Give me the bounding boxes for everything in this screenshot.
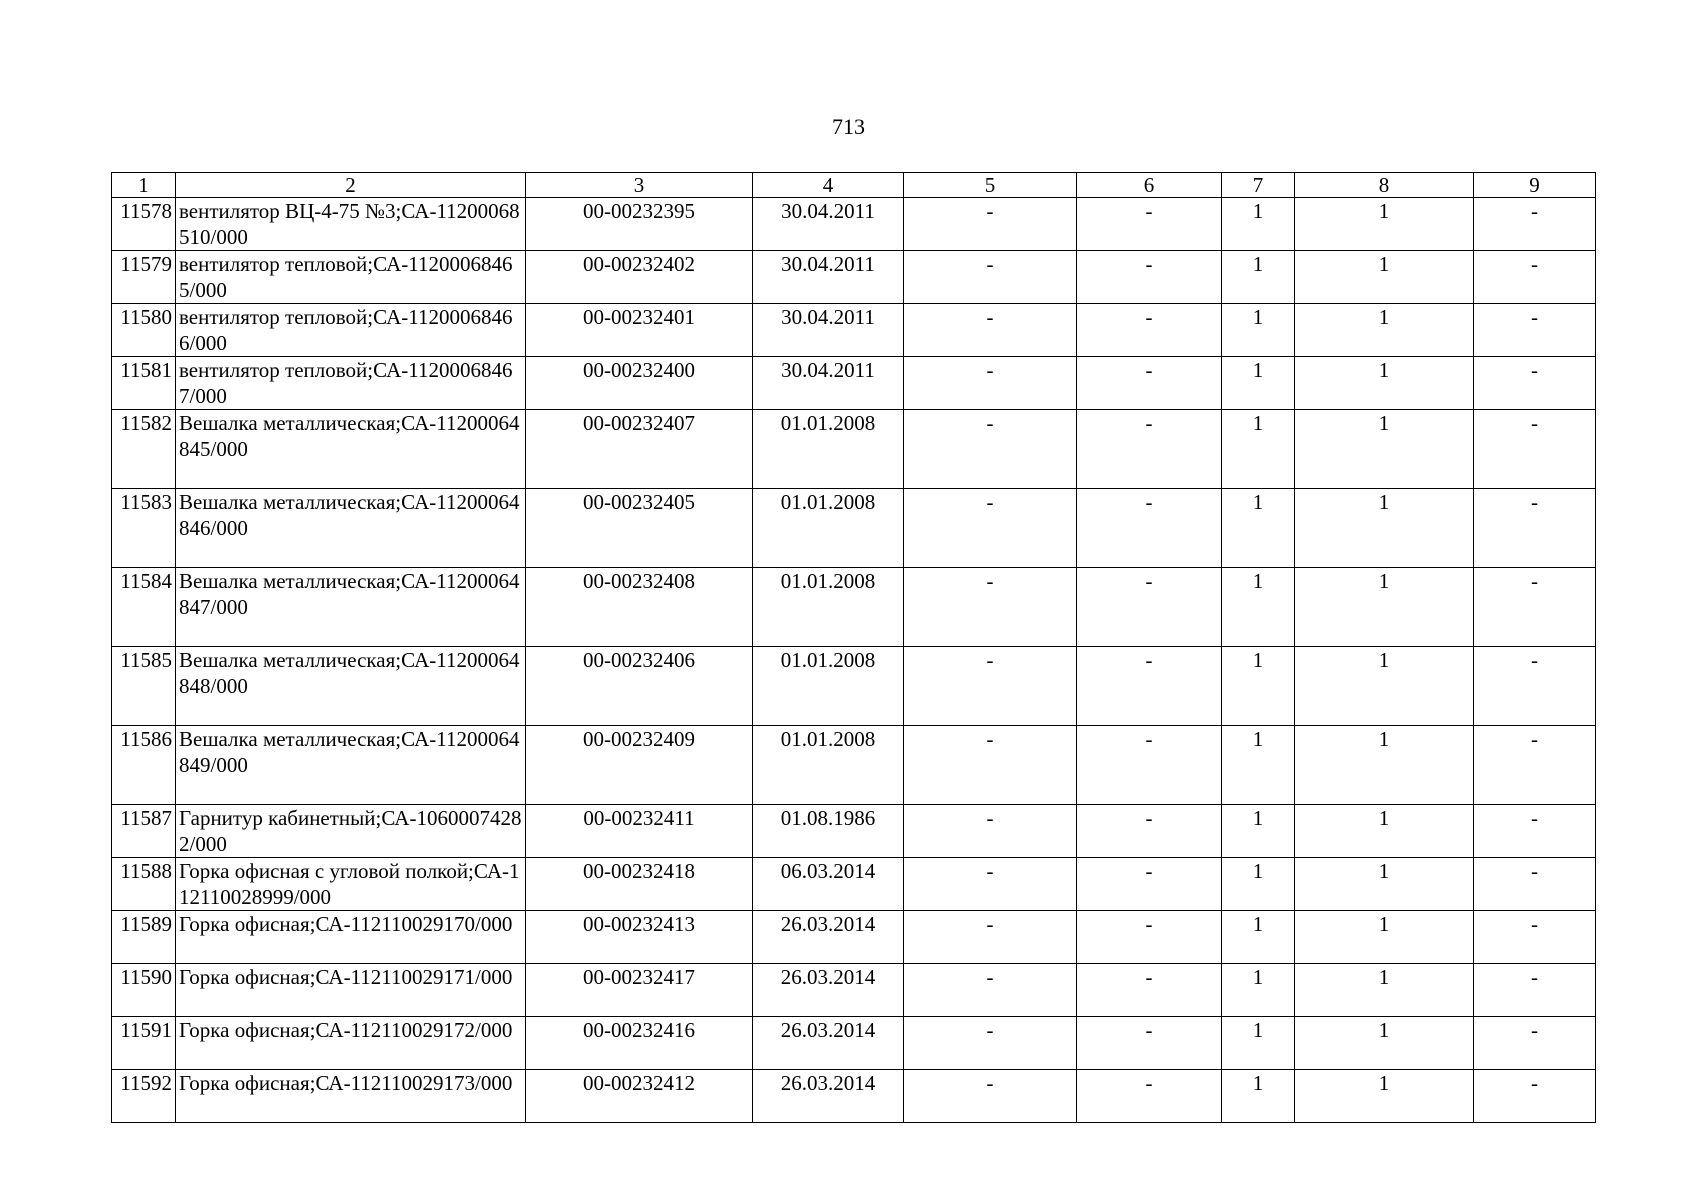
- inventory-number-cell: 00-00232418: [526, 858, 753, 911]
- row-number-cell: 11582: [112, 410, 176, 489]
- item-name-cell: Вешалка металлическая;СА-11200064846/000: [176, 489, 526, 568]
- row-number-cell: 11588: [112, 858, 176, 911]
- col7-cell: 1: [1222, 198, 1295, 251]
- date-cell: 01.01.2008: [753, 647, 904, 726]
- table-row: [112, 304, 1596, 357]
- col8-cell: 1: [1295, 805, 1474, 858]
- row-number-cell: 11580: [112, 304, 176, 357]
- col9-cell: -: [1474, 911, 1596, 964]
- col7-cell: 1: [1222, 251, 1295, 304]
- col5-cell: -: [904, 647, 1077, 726]
- column-header: 9: [1474, 173, 1596, 198]
- col6-cell: -: [1077, 304, 1222, 357]
- col9-cell: -: [1474, 198, 1596, 251]
- column-header: 7: [1222, 173, 1295, 198]
- column-header: 5: [904, 173, 1077, 198]
- inventory-number-cell: 00-00232413: [526, 911, 753, 964]
- col6-cell: -: [1077, 357, 1222, 410]
- inventory-number-cell: 00-00232395: [526, 198, 753, 251]
- item-name-cell: Вешалка металлическая;СА-11200064849/000: [176, 726, 526, 805]
- column-header: 1: [112, 173, 176, 198]
- item-name-cell: Горка офисная;СА-112110029173/000: [176, 1070, 526, 1123]
- col5-cell: -: [904, 357, 1077, 410]
- date-cell: 26.03.2014: [753, 911, 904, 964]
- date-cell: 01.01.2008: [753, 726, 904, 805]
- column-header: 8: [1295, 173, 1474, 198]
- item-name-cell: вентилятор тепловой;СА-11200068466/000: [176, 304, 526, 357]
- col6-cell: -: [1077, 964, 1222, 1017]
- col8-cell: 1: [1295, 1017, 1474, 1070]
- col7-cell: 1: [1222, 647, 1295, 726]
- date-cell: 30.04.2011: [753, 251, 904, 304]
- column-header: 6: [1077, 173, 1222, 198]
- col6-cell: -: [1077, 568, 1222, 647]
- date-cell: 30.04.2011: [753, 357, 904, 410]
- col7-cell: 1: [1222, 1070, 1295, 1123]
- col9-cell: -: [1474, 1017, 1596, 1070]
- table-row: [112, 964, 1596, 1017]
- col5-cell: -: [904, 858, 1077, 911]
- col5-cell: -: [904, 198, 1077, 251]
- header-row: [112, 173, 1596, 198]
- item-name-cell: вентилятор тепловой;СА-11200068467/000: [176, 357, 526, 410]
- inventory-number-cell: 00-00232405: [526, 489, 753, 568]
- row-number-cell: 11587: [112, 805, 176, 858]
- row-number-cell: 11592: [112, 1070, 176, 1123]
- table-row: [112, 489, 1596, 568]
- inventory-number-cell: 00-00232402: [526, 251, 753, 304]
- col6-cell: -: [1077, 726, 1222, 805]
- col8-cell: 1: [1295, 410, 1474, 489]
- row-number-cell: 11586: [112, 726, 176, 805]
- col9-cell: -: [1474, 568, 1596, 647]
- row-number-cell: 11583: [112, 489, 176, 568]
- col6-cell: -: [1077, 489, 1222, 568]
- col8-cell: 1: [1295, 647, 1474, 726]
- row-number-cell: 11581: [112, 357, 176, 410]
- col8-cell: 1: [1295, 489, 1474, 568]
- col8-cell: 1: [1295, 726, 1474, 805]
- table-row: [112, 805, 1596, 858]
- col9-cell: -: [1474, 726, 1596, 805]
- col6-cell: -: [1077, 805, 1222, 858]
- inventory-number-cell: 00-00232412: [526, 1070, 753, 1123]
- item-name-cell: Гарнитур кабинетный;СА-10600074282/000: [176, 805, 526, 858]
- table-row: [112, 251, 1596, 304]
- item-name-cell: Вешалка металлическая;СА-11200064845/000: [176, 410, 526, 489]
- table-row: [112, 410, 1596, 489]
- col8-cell: 1: [1295, 964, 1474, 1017]
- item-name-cell: Горка офисная;СА-112110029170/000: [176, 911, 526, 964]
- row-number-cell: 11590: [112, 964, 176, 1017]
- table-body: [112, 198, 1596, 1123]
- table-row: [112, 726, 1596, 805]
- row-number-cell: 11579: [112, 251, 176, 304]
- inventory-number-cell: 00-00232409: [526, 726, 753, 805]
- table-row: [112, 1017, 1596, 1070]
- col6-cell: -: [1077, 1070, 1222, 1123]
- col7-cell: 1: [1222, 410, 1295, 489]
- col7-cell: 1: [1222, 805, 1295, 858]
- col7-cell: 1: [1222, 858, 1295, 911]
- table-row: [112, 568, 1596, 647]
- col6-cell: -: [1077, 410, 1222, 489]
- col5-cell: -: [904, 726, 1077, 805]
- col8-cell: 1: [1295, 911, 1474, 964]
- col9-cell: -: [1474, 805, 1596, 858]
- col6-cell: -: [1077, 198, 1222, 251]
- inventory-number-cell: 00-00232408: [526, 568, 753, 647]
- col5-cell: -: [904, 805, 1077, 858]
- col6-cell: -: [1077, 858, 1222, 911]
- col9-cell: -: [1474, 964, 1596, 1017]
- col7-cell: 1: [1222, 1017, 1295, 1070]
- row-number-cell: 11589: [112, 911, 176, 964]
- table-row: [112, 858, 1596, 911]
- col6-cell: -: [1077, 647, 1222, 726]
- inventory-number-cell: 00-00232417: [526, 964, 753, 1017]
- col5-cell: -: [904, 251, 1077, 304]
- col5-cell: -: [904, 964, 1077, 1017]
- date-cell: 26.03.2014: [753, 1017, 904, 1070]
- row-number-cell: 11591: [112, 1017, 176, 1070]
- col6-cell: -: [1077, 911, 1222, 964]
- row-number-cell: 11578: [112, 198, 176, 251]
- col9-cell: -: [1474, 357, 1596, 410]
- col5-cell: -: [904, 489, 1077, 568]
- col8-cell: 1: [1295, 198, 1474, 251]
- col5-cell: -: [904, 1070, 1077, 1123]
- col8-cell: 1: [1295, 357, 1474, 410]
- col8-cell: 1: [1295, 251, 1474, 304]
- col7-cell: 1: [1222, 964, 1295, 1017]
- inventory-number-cell: 00-00232406: [526, 647, 753, 726]
- col5-cell: -: [904, 304, 1077, 357]
- col8-cell: 1: [1295, 568, 1474, 647]
- col9-cell: -: [1474, 304, 1596, 357]
- row-number-cell: 11585: [112, 647, 176, 726]
- col8-cell: 1: [1295, 1070, 1474, 1123]
- inventory-number-cell: 00-00232400: [526, 357, 753, 410]
- inventory-number-cell: 00-00232411: [526, 805, 753, 858]
- page-number: 713: [832, 114, 865, 139]
- column-header: 2: [176, 173, 526, 198]
- col9-cell: -: [1474, 858, 1596, 911]
- item-name-cell: Горка офисная с угловой полкой;СА-112110028999/000: [176, 858, 526, 911]
- col7-cell: 1: [1222, 357, 1295, 410]
- col7-cell: 1: [1222, 568, 1295, 647]
- col9-cell: -: [1474, 251, 1596, 304]
- col5-cell: -: [904, 1017, 1077, 1070]
- inventory-number-cell: 00-00232401: [526, 304, 753, 357]
- table-row: [112, 911, 1596, 964]
- row-number-cell: 11584: [112, 568, 176, 647]
- col7-cell: 1: [1222, 726, 1295, 805]
- date-cell: 01.01.2008: [753, 568, 904, 647]
- date-cell: 01.01.2008: [753, 489, 904, 568]
- item-name-cell: Горка офисная;СА-112110029172/000: [176, 1017, 526, 1070]
- table-row: [112, 1070, 1596, 1123]
- col8-cell: 1: [1295, 858, 1474, 911]
- item-name-cell: Вешалка металлическая;СА-11200064848/000: [176, 647, 526, 726]
- col9-cell: -: [1474, 410, 1596, 489]
- column-header: 4: [753, 173, 904, 198]
- inventory-number-cell: 00-00232416: [526, 1017, 753, 1070]
- item-name-cell: вентилятор тепловой;СА-11200068465/000: [176, 251, 526, 304]
- col9-cell: -: [1474, 1070, 1596, 1123]
- date-cell: 06.03.2014: [753, 858, 904, 911]
- col9-cell: -: [1474, 489, 1596, 568]
- register-table: [111, 172, 1596, 1123]
- date-cell: 26.03.2014: [753, 1070, 904, 1123]
- item-name-cell: Горка офисная;СА-112110029171/000: [176, 964, 526, 1017]
- date-cell: 26.03.2014: [753, 964, 904, 1017]
- col7-cell: 1: [1222, 304, 1295, 357]
- table-row: [112, 357, 1596, 410]
- col6-cell: -: [1077, 251, 1222, 304]
- col6-cell: -: [1077, 1017, 1222, 1070]
- table-row: [112, 647, 1596, 726]
- item-name-cell: Вешалка металлическая;СА-11200064847/000: [176, 568, 526, 647]
- item-name-cell: вентилятор ВЦ-4-75 №3;СА-11200068510/000: [176, 198, 526, 251]
- date-cell: 30.04.2011: [753, 198, 904, 251]
- date-cell: 01.08.1986: [753, 805, 904, 858]
- col9-cell: -: [1474, 647, 1596, 726]
- date-cell: 30.04.2011: [753, 304, 904, 357]
- column-header: 3: [526, 173, 753, 198]
- table-row: [112, 198, 1596, 251]
- col7-cell: 1: [1222, 911, 1295, 964]
- col5-cell: -: [904, 410, 1077, 489]
- col8-cell: 1: [1295, 304, 1474, 357]
- col5-cell: -: [904, 568, 1077, 647]
- inventory-number-cell: 00-00232407: [526, 410, 753, 489]
- col5-cell: -: [904, 911, 1077, 964]
- date-cell: 01.01.2008: [753, 410, 904, 489]
- col7-cell: 1: [1222, 489, 1295, 568]
